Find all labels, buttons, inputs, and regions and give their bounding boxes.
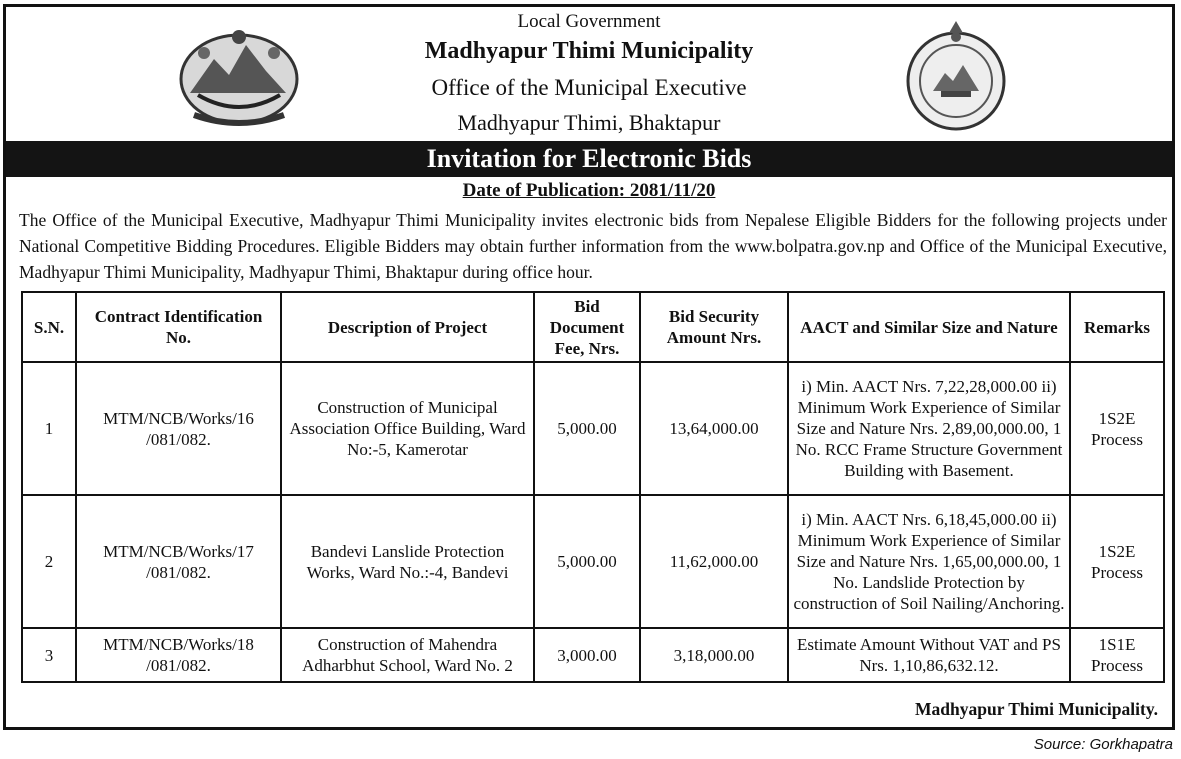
- table-row: [22, 495, 1164, 628]
- header-bid-fee: Bid Document Fee, Nrs.: [534, 292, 640, 362]
- cell-bid-security: 13,64,000.00: [640, 362, 788, 495]
- cell-description: Construction of Mahendra Adharbhut School, Ward No. 2: [281, 628, 534, 682]
- cell-description: Construction of Municipal Association Office Building, Ward No:-5, Kamerotar: [281, 362, 534, 495]
- cell-bid-fee: 5,000.00: [534, 495, 640, 628]
- cell-bid-fee: 3,000.00: [534, 628, 640, 682]
- cell-bid-fee: 5,000.00: [534, 362, 640, 495]
- cell-aact: Estimate Amount Without VAT and PS Nrs. 1,10,86,632.12.: [788, 628, 1070, 682]
- header-description: Description of Project: [281, 292, 534, 362]
- notice-header: [6, 7, 1172, 141]
- header-aact: AACT and Similar Size and Nature: [788, 292, 1070, 362]
- source-credit: Source: Gorkhapatra: [1033, 736, 1173, 753]
- header-address: Madhyapur Thimi, Bhaktapur: [457, 110, 721, 135]
- cell-contract-id: MTM/NCB/Works/18 /081/082.: [76, 628, 281, 682]
- cell-remarks: 1S1E Process: [1070, 628, 1164, 682]
- bids-table: [21, 291, 1165, 683]
- cell-sn: 3: [22, 628, 76, 682]
- cell-remarks: 1S2E Process: [1070, 362, 1164, 495]
- cell-sn: 2: [22, 495, 76, 628]
- header-municipality-name: Madhyapur Thimi Municipality: [424, 38, 754, 64]
- publication-date: Date of Publication: 2081/11/20: [462, 180, 716, 201]
- municipality-seal-icon: [899, 19, 1013, 133]
- header-sn: S.N.: [22, 292, 76, 362]
- intro-paragraph: The Office of the Municipal Executive, Madhyapur Thimi Municipality invites electronic bids from Nepalese Eligible Bidders for the following projects under National Competitive Bidding Procedures. Eligible Bidders may obtain further information from the www.bolpatra.gov.np and Office of the Municipal Executive, Madhyapur Thimi Municipality, Madhyapur Thimi, Bhaktapur during office hour.: [19, 210, 1167, 282]
- cell-aact: i) Min. AACT Nrs. 7,22,28,000.00 ii) Minimum Work Experience of Similar Size and Nature Nrs. 2,89,00,000.00, 1 No. RCC Frame Structure Government Building with Basement.: [788, 362, 1070, 495]
- notice-title-banner: Invitation for Electronic Bids: [6, 141, 1172, 177]
- header-local-government: Local Government: [517, 11, 661, 32]
- cell-bid-security: 11,62,000.00: [640, 495, 788, 628]
- cell-remarks: 1S2E Process: [1070, 495, 1164, 628]
- cell-bid-security: 3,18,000.00: [640, 628, 788, 682]
- table-row: [22, 628, 1164, 682]
- cell-contract-id: MTM/NCB/Works/17 /081/082.: [76, 495, 281, 628]
- signoff: Madhyapur Thimi Municipality.: [915, 699, 1158, 719]
- header-remarks: Remarks: [1070, 292, 1164, 362]
- cell-description: Bandevi Lanslide Protection Works, Ward No.:-4, Bandevi: [281, 495, 534, 628]
- header-bid-security: Bid Security Amount Nrs.: [640, 292, 788, 362]
- table-header-row: [22, 292, 1164, 362]
- cell-contract-id: MTM/NCB/Works/16 /081/082.: [76, 362, 281, 495]
- header-contract-id: Contract Identification No.: [76, 292, 281, 362]
- notice-frame: [3, 4, 1175, 730]
- header-office-name: Office of the Municipal Executive: [431, 75, 747, 100]
- cell-sn: 1: [22, 362, 76, 495]
- cell-aact: i) Min. AACT Nrs. 6,18,45,000.00 ii) Minimum Work Experience of Similar Size and Nature Nrs. 1,65,00,000.00, 1 No. Landslide Protection by construction of Soil Nailing/Anchoring.: [788, 495, 1070, 628]
- table-row: [22, 362, 1164, 495]
